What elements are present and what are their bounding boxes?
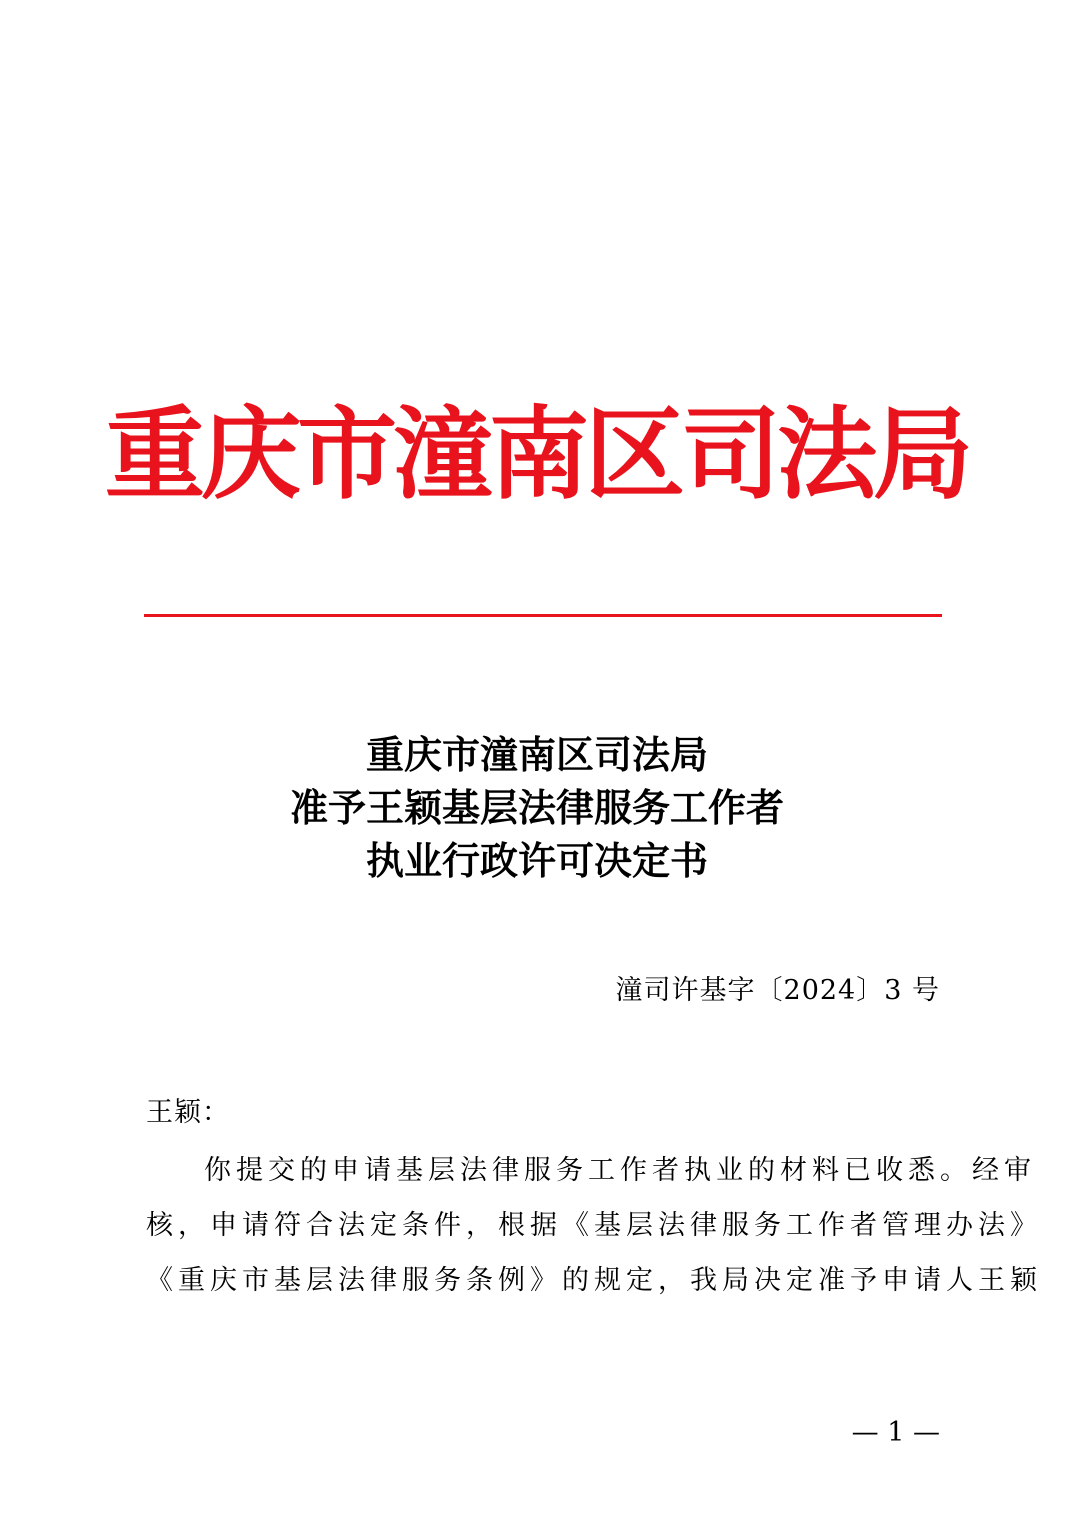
body-line-1: 你提交的申请基层法律服务工作者执业的材料已收悉。经审 [204, 1155, 1036, 1186]
title-line-3: 执业行政许可决定书 [365, 838, 708, 883]
body-line-3: 《重庆市基层法律服务条例》的规定，我局决定准予申请人王颖 [146, 1265, 1042, 1296]
body-line-2: 核，申请符合法定条件，根据《基层法律服务工作者管理办法》 [146, 1210, 1042, 1241]
salutation: 王颖： [146, 1097, 230, 1128]
document-number: 潼司许基字〔2024〕3 号 [615, 975, 940, 1006]
masthead-org-name: 重庆市潼南区司法局 [105, 396, 969, 513]
title-line-2: 准予王颖基层法律服务工作者 [289, 785, 784, 830]
title-line-1: 重庆市潼南区司法局 [365, 732, 708, 777]
body-paragraph [146, 1143, 1042, 1308]
document-title [0, 728, 1074, 887]
masthead-divider [144, 614, 942, 617]
page-number: — 1 — [851, 1417, 940, 1448]
